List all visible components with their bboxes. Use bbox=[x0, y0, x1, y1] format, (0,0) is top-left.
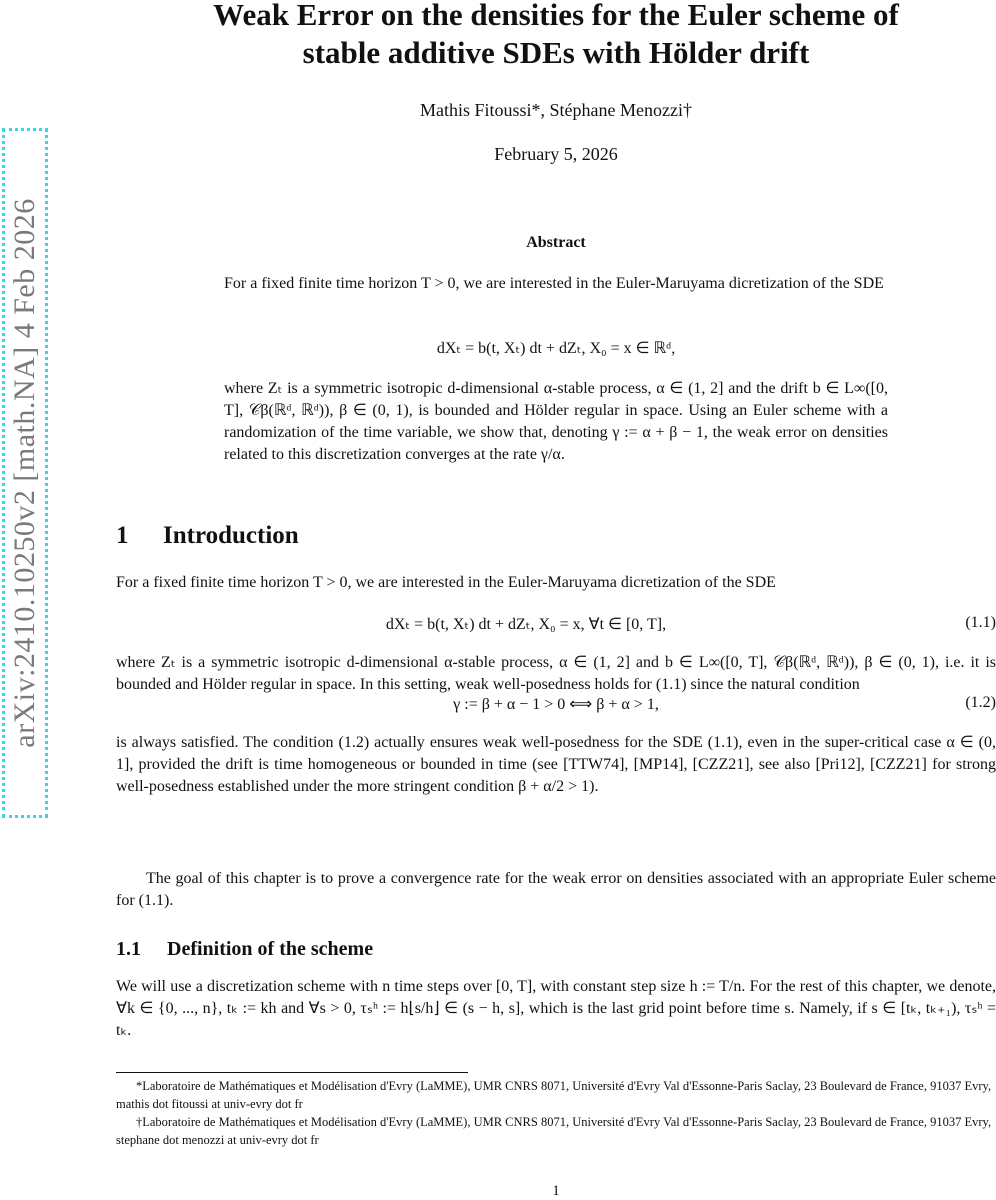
footnote-rule bbox=[116, 1072, 468, 1073]
abstract-equation: dXₜ = b(t, Xₜ) dt + dZₜ, X₀ = x ∈ ℝᵈ, bbox=[436, 340, 676, 357]
equation-1-1: dXₜ = b(t, Xₜ) dt + dZₜ, X₀ = x, ∀t ∈ [0, T], bbox=[385, 616, 667, 633]
intro-paragraph-1: For a fixed finite time horizon T > 0, we are interested in the Euler-Maruyama dicretization of the SDE bbox=[116, 574, 776, 591]
section-1-number: 1 bbox=[116, 522, 129, 549]
footnote-2: †Laboratoire de Mathématiques et Modélisation d'Evry (LaMME), UMR CNRS 8071, Université d'Evry Val d'Essonne-Paris Saclay, 23 Boulevard de France, 91037 Evry, stephane dot menozzi at univ-evry dot fr bbox=[116, 1115, 992, 1147]
scheme-paragraph-1: We will use a discretization scheme with n time steps over [0, T], with constant step size h := T/n. For the rest of this chapter, we denote, ∀k ∈ {0, ..., n}, tₖ := kh and ∀s > 0, τₛʰ := h⌊s/h⌋ ∈ (s − h, s], which is the last grid point before time s. Namely, if s ∈ [tₖ, tₖ₊₁), τₛʰ = tₖ. bbox=[116, 978, 996, 1039]
title-line-1: Weak Error on the densities for the Euler scheme of bbox=[213, 0, 899, 32]
intro-paragraph-4: The goal of this chapter is to prove a convergence rate for the weak error on densities associated with an appropriate Euler scheme for (1.1). bbox=[116, 870, 996, 909]
title-line-2: stable additive SDEs with Hölder drift bbox=[302, 35, 810, 70]
page-number: 1 bbox=[552, 1183, 560, 1199]
section-1-title: Introduction bbox=[163, 522, 299, 549]
footnote-1: *Laboratoire de Mathématiques et Modélisation d'Evry (LaMME), UMR CNRS 8071, Université d'Evry Val d'Essonne-Paris Saclay, 23 Boulevard de France, 91037 Evry, mathis dot fitoussi at univ-evry dot fr bbox=[116, 1079, 992, 1111]
abstract-paragraph-2: where Zₜ is a symmetric isotropic d-dimensional α-stable process, α ∈ (1, 2] and the drift b ∈ L∞([0, T], 𝒞β(ℝᵈ, ℝᵈ)), β ∈ (0, 1), is bounded and Hölder regular in space. Using an Euler scheme with a randomization of the time variable, we show that, denoting γ := α + β − 1, the weak error on densities related to this discretization converges at the rate γ/α. bbox=[224, 380, 888, 463]
equation-1-1-number: (1.1) bbox=[965, 614, 996, 631]
section-1-heading bbox=[116, 522, 299, 550]
authors: Mathis Fitoussi*, Stéphane Menozzi† bbox=[420, 100, 692, 120]
equation-1-2: γ := β + α − 1 > 0 ⟺ β + α > 1, bbox=[453, 696, 659, 713]
subsection-1-1-heading bbox=[116, 938, 373, 961]
intro-paragraph-2: where Zₜ is a symmetric isotropic d-dimensional α-stable process, α ∈ (1, 2] and b ∈ L∞([0, T], 𝒞β(ℝᵈ, ℝᵈ)), β ∈ (0, 1), i.e. it is bounded and Hölder regular in space. In this setting, weak well-posedness holds for (1.1) since the natural condition bbox=[116, 654, 996, 693]
subsection-1-1-number: 1.1 bbox=[116, 938, 141, 960]
intro-paragraph-3: is always satisfied. The condition (1.2) actually ensures weak well-posedness for the SDE (1.1), even in the super-critical case α ∈ (0, 1], provided the drift is time homogeneous or bounded in time (see [TTW74], [MP14], [CZZ21], see also [Pri12], [CZZ21] for strong well-posedness established under the more stringent condition β + α/2 > 1). bbox=[116, 734, 996, 795]
arxiv-identifier: arXiv:2410.10250v2 [math.NA] 4 Feb 2026 bbox=[8, 198, 41, 748]
paper-title bbox=[116, 0, 996, 72]
equation-1-2-number: (1.2) bbox=[965, 694, 996, 711]
arxiv-sidebar-stamp bbox=[2, 128, 48, 818]
publication-date: February 5, 2026 bbox=[494, 144, 618, 164]
abstract-paragraph-1: For a fixed finite time horizon T > 0, we are interested in the Euler-Maruyama dicretization of the SDE bbox=[224, 275, 884, 292]
abstract-heading: Abstract bbox=[526, 234, 586, 251]
subsection-1-1-title: Definition of the scheme bbox=[167, 938, 374, 960]
